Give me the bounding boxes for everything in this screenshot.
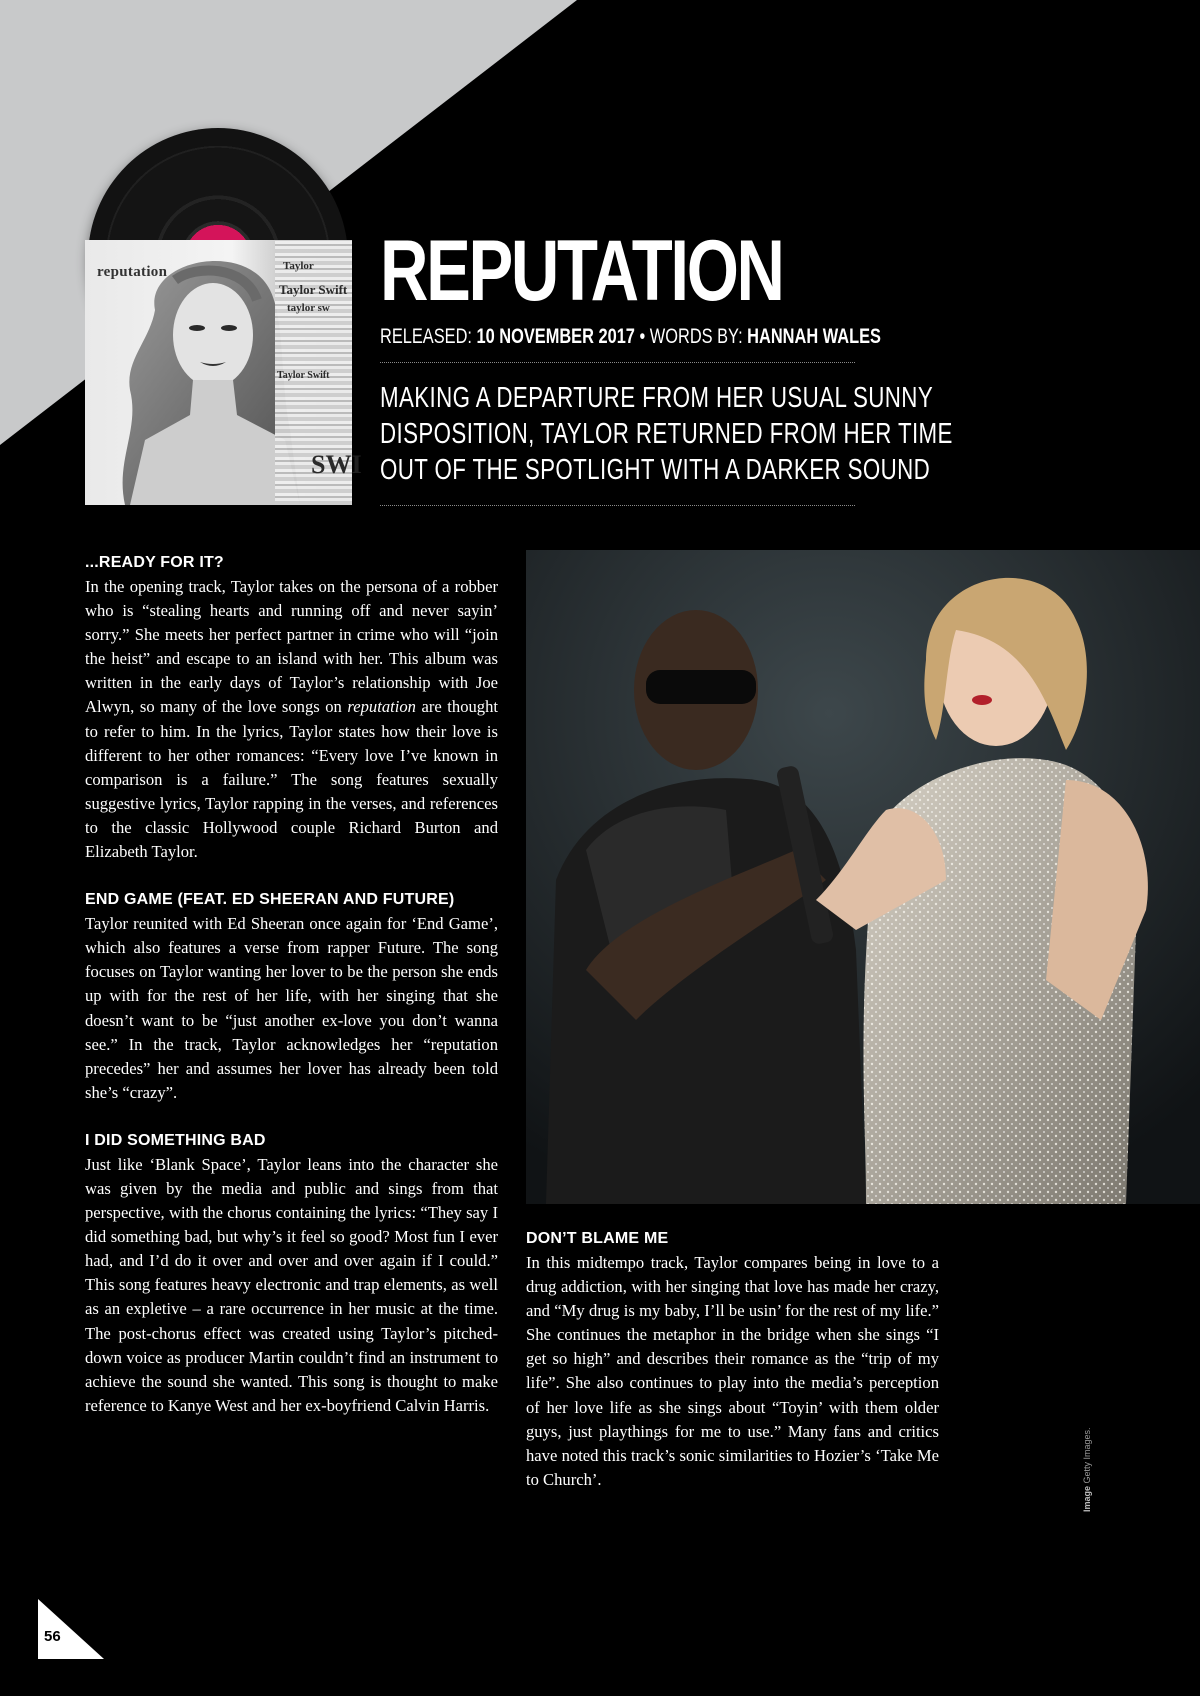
standfirst-line: MAKING A DEPARTURE FROM HER USUAL SUNNY (380, 382, 934, 414)
photo-credit (1082, 1427, 1092, 1512)
release-date: 10 NOVEMBER 2017 (476, 325, 635, 348)
section-heading: END GAME (FEAT. ED SHEERAN AND FUTURE) (85, 891, 455, 909)
section-body: Taylor reunited with Ed Sheeran once again for ‘End Game’, which also features a verse from rapper Future. The song focuses on Taylor wanting her lover to be the person she ends up with for the rest of her life, with her singing that she doesn’t want to be “just another ex-love you don’t wanna see.” In the track, Taylor acknowledges her “reputation precedes” her and assumes her lover has already been told she’s “crazy”. (85, 914, 498, 1102)
section-body: In this midtempo track, Taylor compares being in love to a drug addiction, with her singing that love has made her crazy, and “My drug is my baby, I’ll be usin’ for the rest of my life.” She continues the metaphor in the bridge when she sings “I get so high” and describes their romance as the “trip of my life”. She also continues to play into the media’s perception of her love life as she sings about “Toyin’ with them older guys, just playthings for me to use.” Many fans and critics have noted this track’s sonic similarities to Hozier’s ‘Take Me to Church’. (526, 1253, 939, 1489)
newsprint-text: SWI (311, 450, 362, 479)
section-heading: ...READY FOR IT? (85, 554, 224, 571)
credit-source: Getty Images. (1082, 1427, 1092, 1484)
page-number: 56 (44, 1628, 61, 1645)
newsprint-text: Taylor Swift (277, 370, 330, 381)
newsprint-text: Taylor Swift (279, 282, 348, 297)
left-text-column (85, 551, 498, 1418)
album-name-italic: reputation (347, 697, 416, 717)
article-title: REPUTATION (380, 223, 783, 319)
author-name: HANNAH WALES (747, 325, 881, 348)
standfirst-line: OUT OF THE SPOTLIGHT WITH A DARKER SOUND (380, 454, 931, 486)
right-text-column (526, 1227, 939, 1492)
album-cover-image (85, 240, 362, 505)
meta-bullet: • (639, 325, 646, 348)
credit-label: Image (1082, 1485, 1092, 1512)
section-heading: I DID SOMETHING BAD (85, 1131, 266, 1149)
newsprint-text: Taylor (283, 260, 314, 272)
body-text: In the opening track, Taylor takes on the persona of a robber who is “stealing hearts and running off and never sayin’ sorry.” She meets her perfect partner in crime who will “join the heist” and escape to an island with her. This album was written in the early days of Taylor’s relationship with Joe Alwyn, so many of the love songs on (85, 577, 498, 717)
released-label: RELEASED: (380, 325, 472, 348)
section-body (85, 575, 498, 864)
section-body: Just like ‘Blank Space’, Taylor leans into the character she was given by the media and public and sings from that perspective, with the chorus containing the lyrics: “They say I did something bad, but why’s it feel so good? Most fun I ever had, and I’d do it over and over and over again if I could.” This song features heavy electronic and trap elements, as well as an expletive – a rare occurrence in her music at the time. The post-chorus effect was created using Taylor’s pitched-down voice as producer Martin couldn’t find an instrument to achieve the sound she wanted. This song is thought to make reference to Kanye West and her ex-boyfriend Calvin Harris. (85, 1154, 498, 1415)
newsprint-text: taylor sw (287, 302, 330, 314)
stage-photo (526, 550, 1200, 1204)
words-by-label: WORDS BY: (649, 325, 743, 348)
dotted-divider (380, 362, 855, 363)
dotted-divider (380, 505, 855, 506)
standfirst (380, 380, 953, 488)
photo-illustration (526, 550, 1200, 1204)
standfirst-line: DISPOSITION, TAYLOR RETURNED FROM HER TIME (380, 418, 953, 450)
section-heading: DON’T BLAME ME (526, 1230, 669, 1247)
body-text: are thought to refer to him. In the lyrics, Taylor states how their love is different to her other romances: “Every love I’ve known in comparison is a failure.” The song features sexually suggestive lyrics, Taylor rapping in the verses, and references to the classic Hollywood couple Richard Burton and Elizabeth Taylor. (85, 697, 498, 862)
album-title-on-cover: reputation (97, 264, 168, 280)
newspaper-collage (275, 240, 362, 505)
article-meta (380, 325, 881, 349)
